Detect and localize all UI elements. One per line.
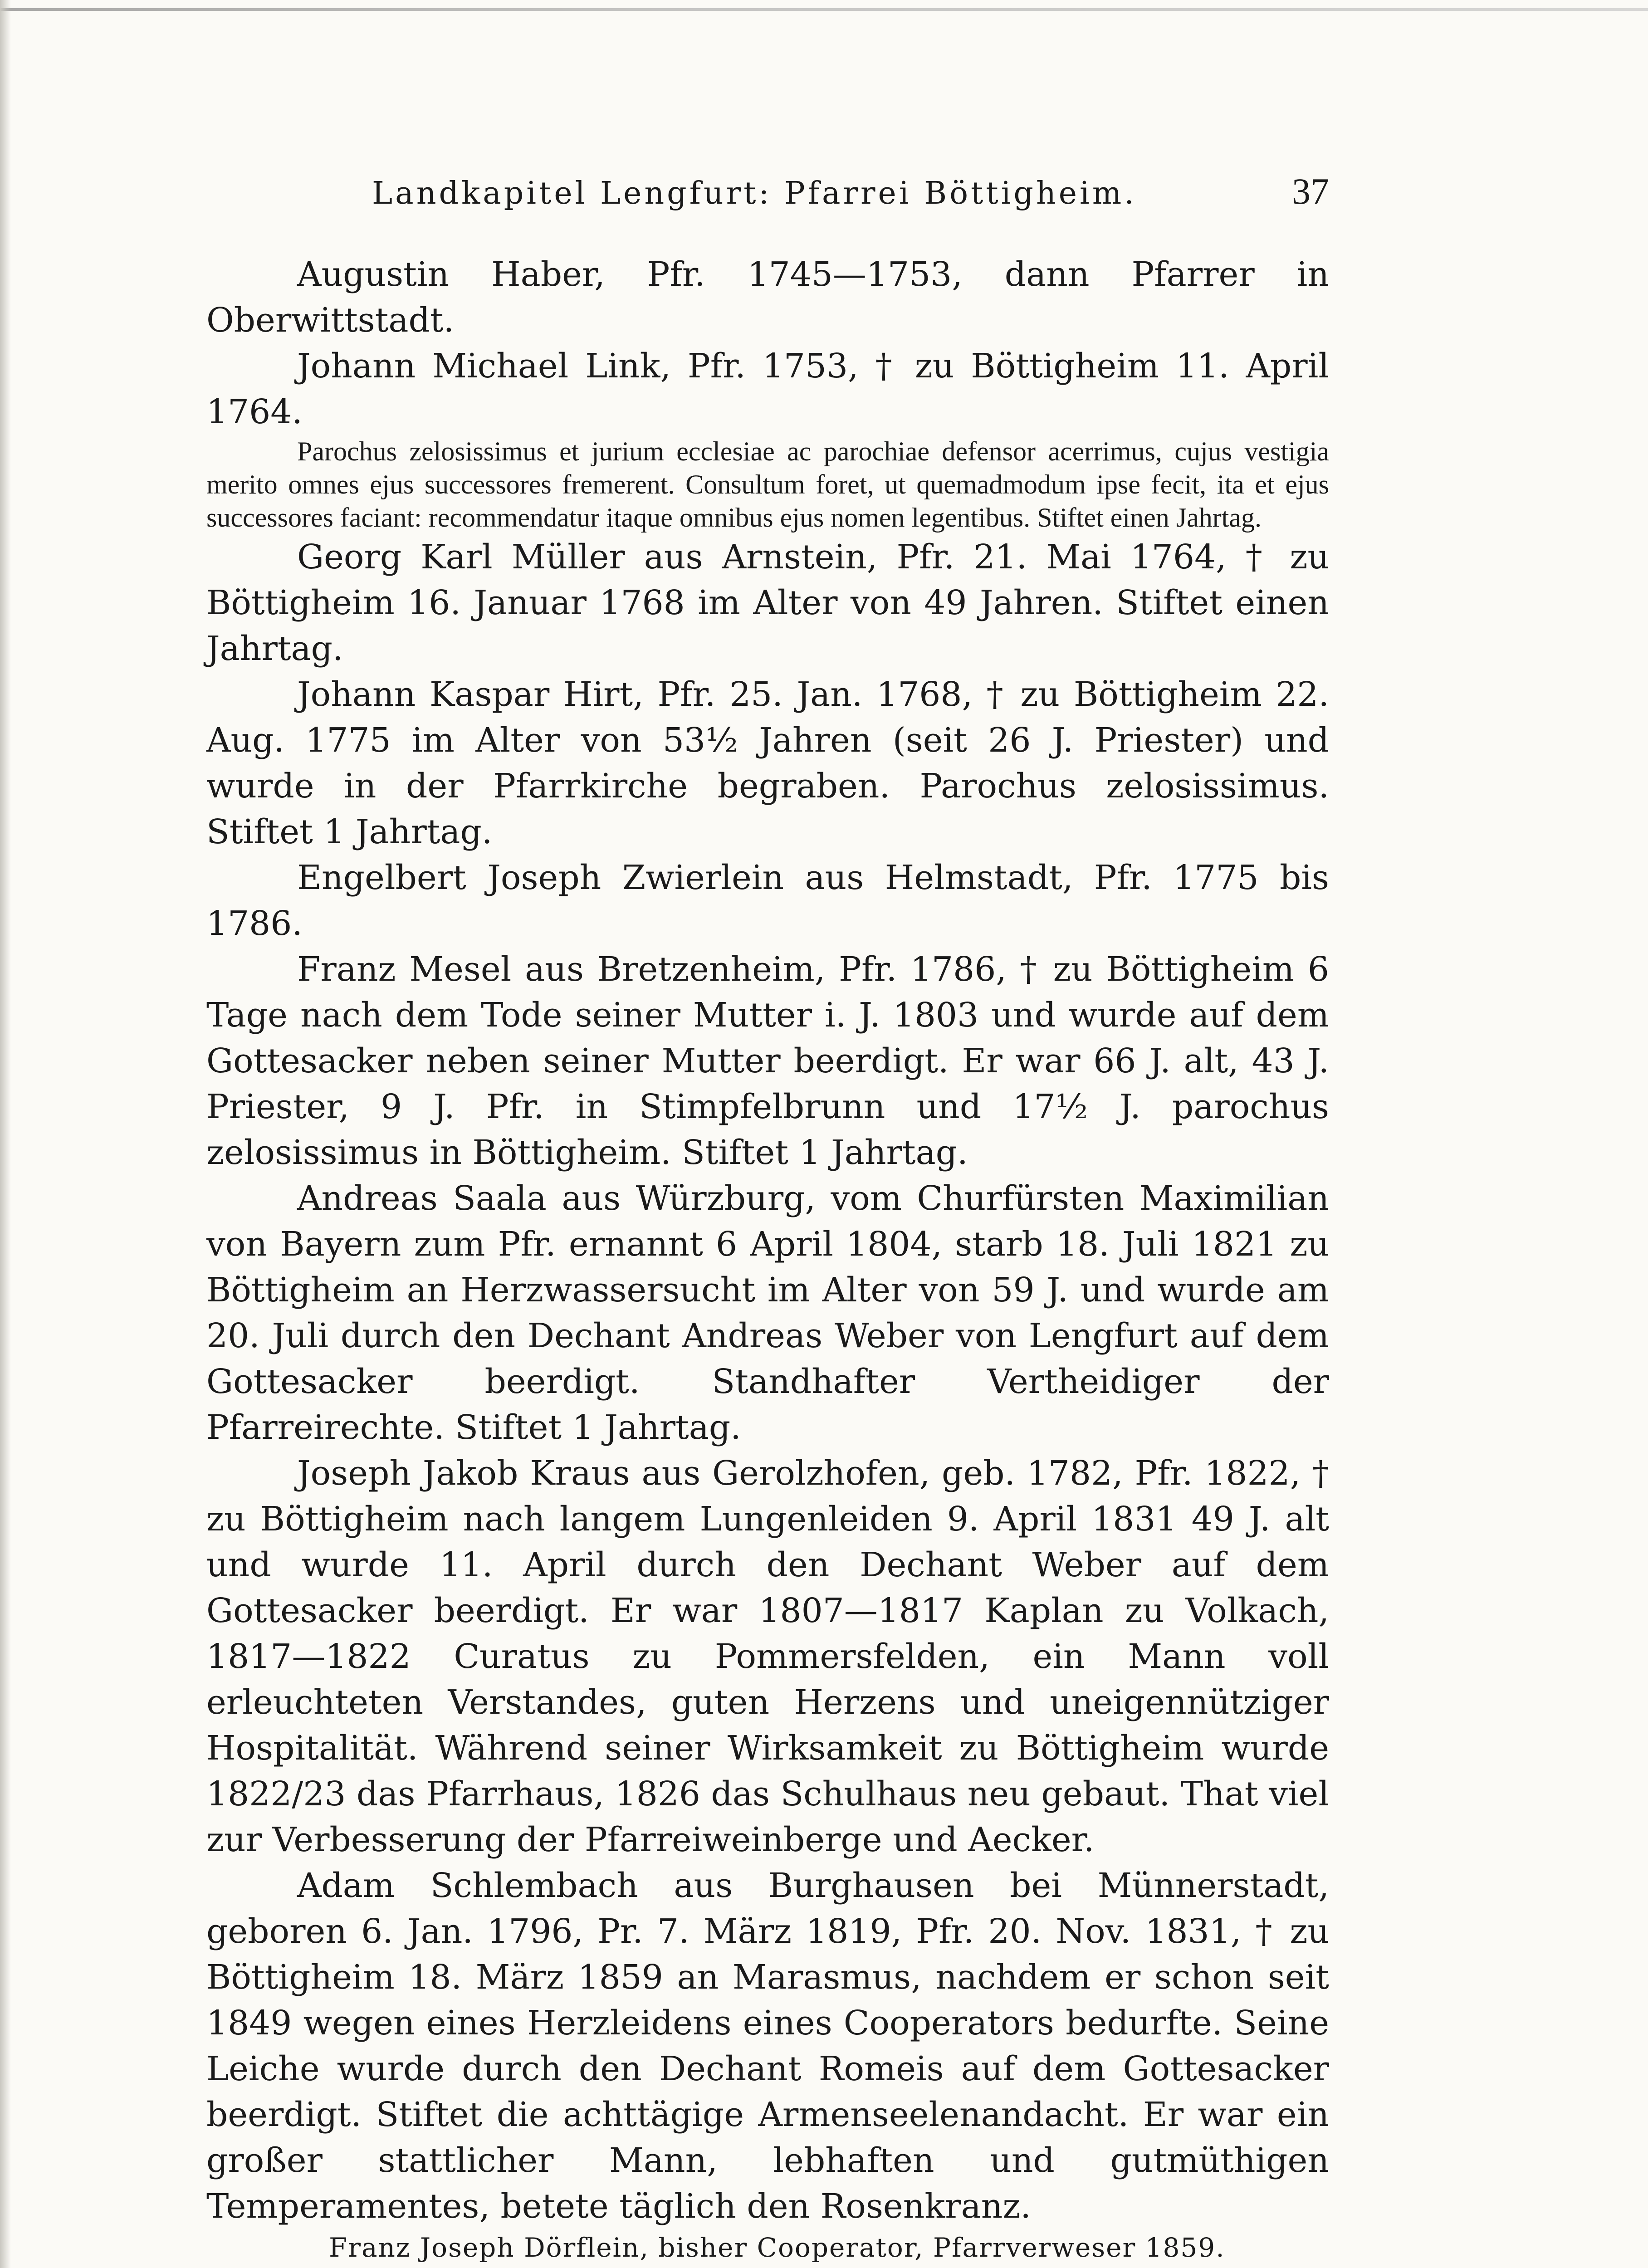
entry-text <box>206 2266 1329 2268</box>
entry-johann-kaspar-hirt <box>206 672 1329 855</box>
entry-text: Adam Schlembach aus Burghausen bei Münnerstadt, geboren 6. Jan. 1796, Pr. 7. März 1819, Pfr. 20. Nov. 1831, † zu Böttigheim 18. März 1859 an Marasmus, nachdem er schon seit 1849 wegen eines Herzleidens eines Cooperators bedurfte. Seine Leiche wurde durch den Dechant Romeis auf dem Gottesacker beerdigt. Stiftet die achttägige Armenseelenandacht. Er war ein großer stattlicher Mann, lebhaften und gutmüthigen Temperamentes, betete täglich den Rosenkranz. <box>206 1866 1329 2226</box>
entry-text: Franz Mesel aus Bretzenheim, Pfr. 1786, † zu Böttigheim 6 Tage nach dem Tode seiner Mutter i. J. 1803 und wurde auf dem Gottesacker neben seiner Mutter beerdigt. Er war 66 J. alt, 43 J. Priester, 9 J. Pfr. in Stimpfelbrunn und 17½ J. parochus zelosissimus in Böttigheim. Stiftet 1 Jahrtag. <box>206 950 1329 1172</box>
entry-text: Augustin Haber, Pfr. 1745—1753, dann Pfarrer in Oberwittstadt. <box>206 255 1329 340</box>
entry-johann-michael-link <box>206 343 1329 534</box>
page-body <box>206 252 1329 2268</box>
entry-text: Georg Karl Müller aus Arnstein, Pfr. 21. Mai 1764, † zu Böttigheim 16. Januar 1768 im Alter von 49 Jahren. Stiftet einen Jahrtag. <box>206 538 1329 668</box>
entry-text: Engelbert Joseph Zwierlein aus Helmstadt, Pfr. 1775 bis 1786. <box>206 858 1329 943</box>
entry-engelbert-joseph-zwierlein <box>206 855 1329 947</box>
page-header <box>372 170 1329 220</box>
entry-cooperator-line: Franz Joseph Dörflein, bisher Cooperator, Pfarrverweser 1859. <box>329 2232 1225 2263</box>
entry-georg-karl-mueller <box>206 534 1329 672</box>
entry-augustin-haber <box>206 252 1329 343</box>
entry-andreas-engert <box>206 2266 1329 2268</box>
entry-text: Andreas Saala aus Würzburg, vom Churfürsten Maximilian von Bayern zum Pfr. ernannt 6 April 1804, starb 18. Juli 1821 zu Böttigheim an Herzwassersucht im Alter von 59 J. und wurde am 20. Juli durch den Dechant Andreas Weber von Lengfurt auf dem Gottesacker beerdigt. Standhafter Vertheidiger der Pfarreirechte. Stiftet 1 Jahrtag. <box>206 1179 1329 1447</box>
entry-text: Johann Kaspar Hirt, Pfr. 25. Jan. 1768, † zu Böttigheim 22. Aug. 1775 im Alter von 53½ Jahren (seit 26 J. Priester) und wurde in der Pfarrkirche begraben. Parochus zelosissimus. Stiftet 1 Jahrtag. <box>206 675 1329 851</box>
entry-text: Johann Michael Link, Pfr. 1753, † zu Böttigheim 11. April 1764. <box>206 347 1329 431</box>
page-edge-shadow <box>0 8 1648 11</box>
page-number: 37 <box>1292 171 1329 212</box>
running-head: Landkapitel Lengfurt: Pfarrei Böttigheim. <box>372 176 1137 211</box>
entry-adam-schlembach <box>206 1863 1329 2266</box>
entry-franz-mesel <box>206 947 1329 1176</box>
entry-latin-note: Parochus zelosissimus et jurium ecclesiae ac parochiae defensor acerrimus, cujus vestigia merito omnes ejus successores fremerent. Consultum foret, ut quemadmodum ipse fecit, ita et ejus successores faciant: recommendatur itaque omnibus ejus nomen legentibus. Stiftet einen Jahrtag. <box>206 436 1329 533</box>
page-gutter-shade <box>0 0 11 2268</box>
entry-text: Joseph Jakob Kraus aus Gerolzhofen, geb. 1782, Pfr. 1822, † zu Böttigheim nach langem Lungenleiden 9. April 1831 49 J. alt und wurde 11. April durch den Dechant Weber auf dem Gottesacker beerdigt. Er war 1807—1817 Kaplan zu Volkach, 1817—1822 Curatus zu Pommersfelden, ein Mann voll erleuchteten Verstandes, guten Herzens und uneigennütziger Hospitalität. Während seiner Wirksamkeit zu Böttigheim wurde 1822/23 das Pfarrhaus, 1826 das Schulhaus neu gebaut. That viel zur Verbesserung der Pfarreiweinberge und Aecker. <box>206 1454 1329 1859</box>
entry-joseph-jakob-kraus <box>206 1451 1329 1863</box>
entry-andreas-saala <box>206 1176 1329 1451</box>
